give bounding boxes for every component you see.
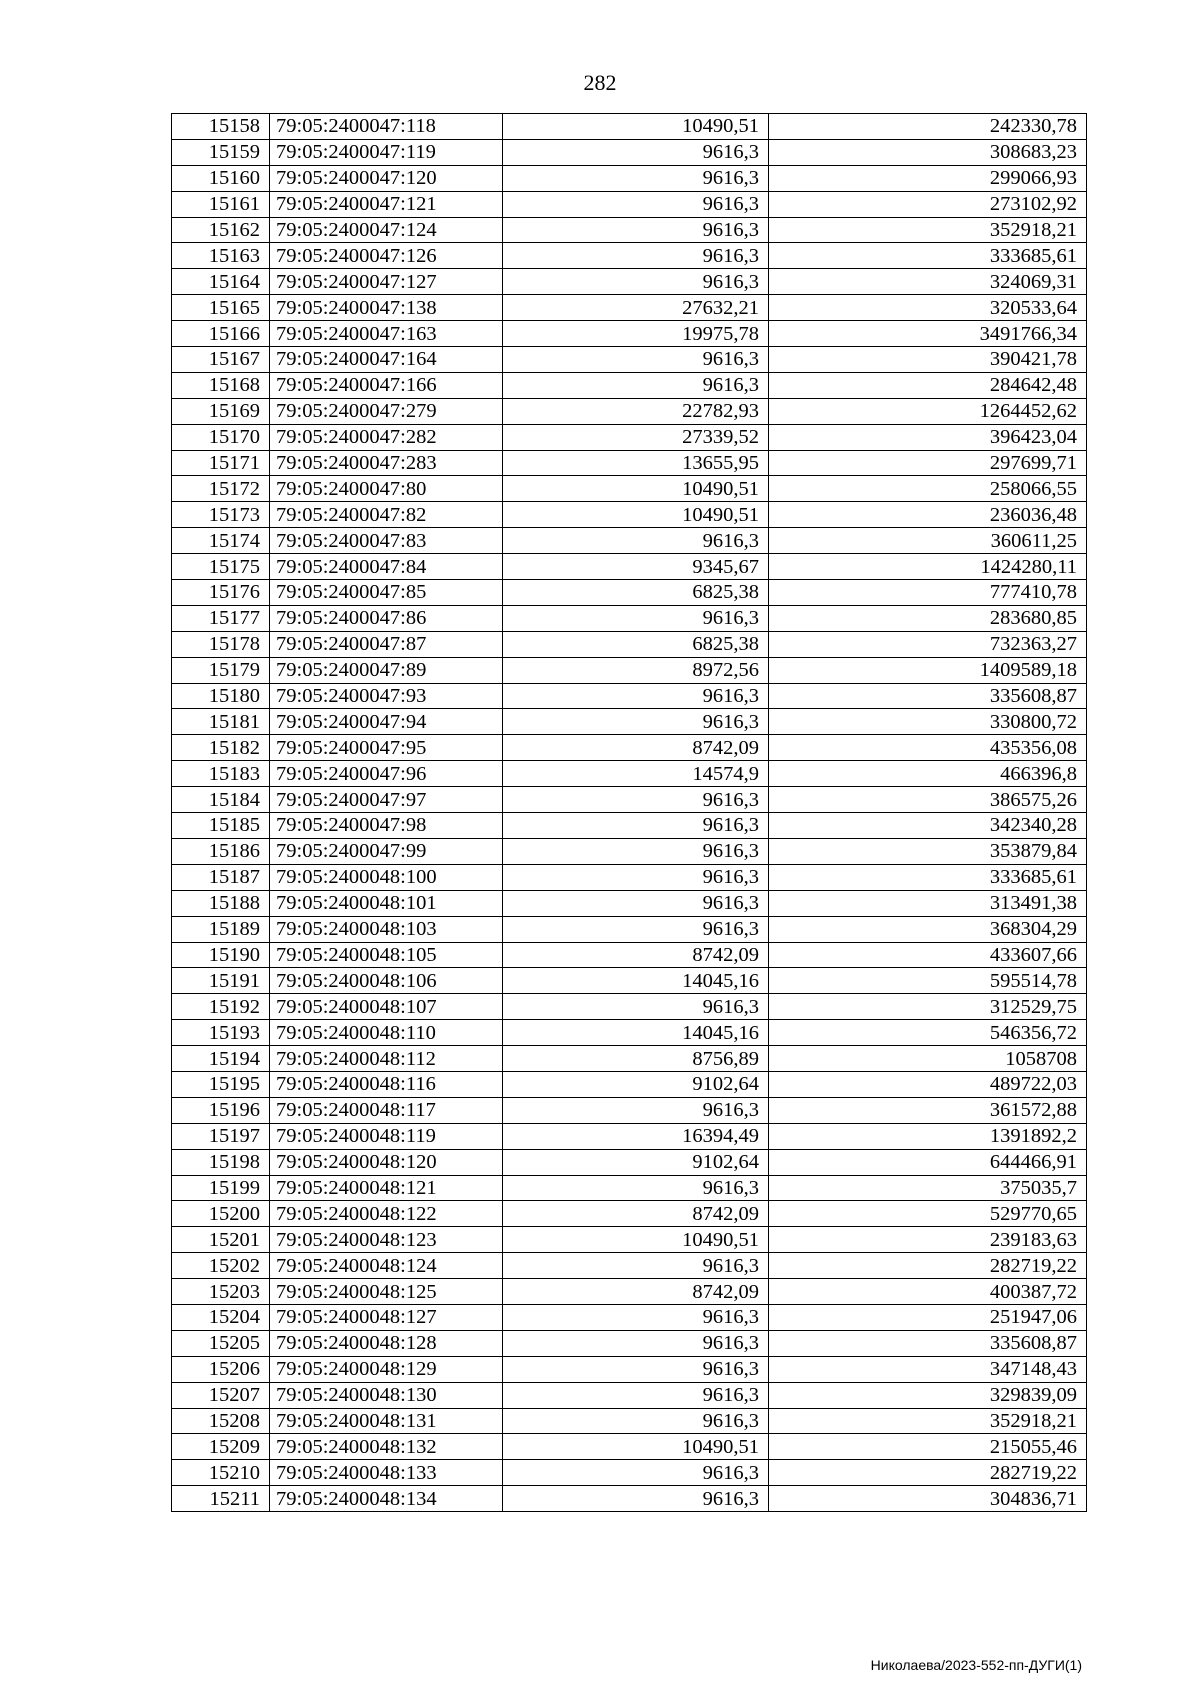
cadastral-value-cell: 1424280,11 <box>769 554 1087 580</box>
area-value-cell: 9616,3 <box>503 139 769 165</box>
cadastral-value-cell: 258066,55 <box>769 476 1087 502</box>
area-value-cell: 9616,3 <box>503 813 769 839</box>
area-value-cell: 9616,3 <box>503 1253 769 1279</box>
row-number-cell: 15161 <box>172 191 270 217</box>
area-value-cell: 9616,3 <box>503 1460 769 1486</box>
cadastral-value-cell: 732363,27 <box>769 631 1087 657</box>
row-number-cell: 15204 <box>172 1304 270 1330</box>
area-value-cell: 9102,64 <box>503 1071 769 1097</box>
table-row <box>172 683 1087 709</box>
cadastral-number-cell: 79:05:2400048:106 <box>270 968 503 994</box>
cadastral-number-cell: 79:05:2400047:95 <box>270 735 503 761</box>
cadastral-number-cell: 79:05:2400047:283 <box>270 450 503 476</box>
table-row <box>172 243 1087 269</box>
row-number-cell: 15168 <box>172 372 270 398</box>
cadastral-value-cell: 1391892,2 <box>769 1123 1087 1149</box>
cadastral-number-cell: 79:05:2400047:89 <box>270 657 503 683</box>
table-row <box>172 1175 1087 1201</box>
table-row <box>172 1460 1087 1486</box>
cadastral-number-cell: 79:05:2400047:121 <box>270 191 503 217</box>
cadastral-number-cell: 79:05:2400047:127 <box>270 269 503 295</box>
area-value-cell: 27339,52 <box>503 424 769 450</box>
table-row <box>172 787 1087 813</box>
area-value-cell: 9616,3 <box>503 787 769 813</box>
row-number-cell: 15166 <box>172 321 270 347</box>
area-value-cell: 9616,3 <box>503 1330 769 1356</box>
cadastral-number-cell: 79:05:2400047:84 <box>270 554 503 580</box>
cadastral-value-cell: 308683,23 <box>769 139 1087 165</box>
cadastral-value-cell: 312529,75 <box>769 994 1087 1020</box>
cadastral-value-cell: 546356,72 <box>769 1020 1087 1046</box>
cadastral-number-cell: 79:05:2400047:119 <box>270 139 503 165</box>
row-number-cell: 15172 <box>172 476 270 502</box>
cadastral-number-cell: 79:05:2400047:120 <box>270 165 503 191</box>
row-number-cell: 15188 <box>172 890 270 916</box>
cadastral-value-cell: 299066,93 <box>769 165 1087 191</box>
row-number-cell: 15189 <box>172 916 270 942</box>
cadastral-value-cell: 335608,87 <box>769 683 1087 709</box>
area-value-cell: 9616,3 <box>503 683 769 709</box>
row-number-cell: 15201 <box>172 1227 270 1253</box>
cadastral-number-cell: 79:05:2400047:282 <box>270 424 503 450</box>
table-row <box>172 165 1087 191</box>
table-row <box>172 813 1087 839</box>
row-number-cell: 15181 <box>172 709 270 735</box>
cadastral-number-cell: 79:05:2400047:86 <box>270 605 503 631</box>
cadastral-value-cell: 284642,48 <box>769 372 1087 398</box>
row-number-cell: 15193 <box>172 1020 270 1046</box>
area-value-cell: 9616,3 <box>503 372 769 398</box>
table-row <box>172 1071 1087 1097</box>
area-value-cell: 8742,09 <box>503 1279 769 1305</box>
cadastral-value-cell: 353879,84 <box>769 838 1087 864</box>
cadastral-number-cell: 79:05:2400048:112 <box>270 1046 503 1072</box>
cadastral-number-cell: 79:05:2400047:163 <box>270 321 503 347</box>
cadastral-number-cell: 79:05:2400048:116 <box>270 1071 503 1097</box>
cadastral-value-cell: 360611,25 <box>769 528 1087 554</box>
area-value-cell: 9616,3 <box>503 191 769 217</box>
cadastral-number-cell: 79:05:2400048:131 <box>270 1408 503 1434</box>
table-row <box>172 528 1087 554</box>
cadastral-number-cell: 79:05:2400047:85 <box>270 580 503 606</box>
cadastral-number-cell: 79:05:2400048:105 <box>270 942 503 968</box>
cadastral-value-cell: 352918,21 <box>769 217 1087 243</box>
area-value-cell: 9616,3 <box>503 1097 769 1123</box>
row-number-cell: 15196 <box>172 1097 270 1123</box>
table-row <box>172 605 1087 631</box>
cadastral-value-cell: 433607,66 <box>769 942 1087 968</box>
cadastral-value-cell: 335608,87 <box>769 1330 1087 1356</box>
cadastral-number-cell: 79:05:2400048:130 <box>270 1382 503 1408</box>
cadastral-number-cell: 79:05:2400048:120 <box>270 1149 503 1175</box>
table-row <box>172 1123 1087 1149</box>
cadastral-value-cell: 1409589,18 <box>769 657 1087 683</box>
row-number-cell: 15206 <box>172 1356 270 1382</box>
table-row <box>172 657 1087 683</box>
area-value-cell: 9616,3 <box>503 838 769 864</box>
table-row <box>172 502 1087 528</box>
row-number-cell: 15183 <box>172 761 270 787</box>
row-number-cell: 15174 <box>172 528 270 554</box>
row-number-cell: 15175 <box>172 554 270 580</box>
cadastral-value-cell: 777410,78 <box>769 580 1087 606</box>
cadastral-value-cell: 361572,88 <box>769 1097 1087 1123</box>
row-number-cell: 15176 <box>172 580 270 606</box>
row-number-cell: 15194 <box>172 1046 270 1072</box>
table-row <box>172 1330 1087 1356</box>
table-row <box>172 1201 1087 1227</box>
cadastral-number-cell: 79:05:2400048:129 <box>270 1356 503 1382</box>
row-number-cell: 15211 <box>172 1486 270 1512</box>
area-value-cell: 19975,78 <box>503 321 769 347</box>
cadastral-number-cell: 79:05:2400047:279 <box>270 398 503 424</box>
cadastral-value-cell: 333685,61 <box>769 864 1087 890</box>
row-number-cell: 15192 <box>172 994 270 1020</box>
cadastral-number-cell: 79:05:2400047:126 <box>270 243 503 269</box>
area-value-cell: 13655,95 <box>503 450 769 476</box>
cadastral-number-cell: 79:05:2400048:128 <box>270 1330 503 1356</box>
area-value-cell: 6825,38 <box>503 580 769 606</box>
row-number-cell: 15195 <box>172 1071 270 1097</box>
area-value-cell: 8756,89 <box>503 1046 769 1072</box>
table-row <box>172 838 1087 864</box>
table-row <box>172 1356 1087 1382</box>
cadastral-value-cell: 352918,21 <box>769 1408 1087 1434</box>
row-number-cell: 15210 <box>172 1460 270 1486</box>
area-value-cell: 8742,09 <box>503 942 769 968</box>
area-value-cell: 10490,51 <box>503 114 769 140</box>
table-row <box>172 1227 1087 1253</box>
table-row <box>172 269 1087 295</box>
area-value-cell: 9102,64 <box>503 1149 769 1175</box>
cadastral-value-cell: 297699,71 <box>769 450 1087 476</box>
row-number-cell: 15200 <box>172 1201 270 1227</box>
area-value-cell: 9616,3 <box>503 1382 769 1408</box>
area-value-cell: 9616,3 <box>503 605 769 631</box>
cadastral-value-cell: 329839,09 <box>769 1382 1087 1408</box>
row-number-cell: 15162 <box>172 217 270 243</box>
row-number-cell: 15164 <box>172 269 270 295</box>
area-value-cell: 9616,3 <box>503 1486 769 1512</box>
area-value-cell: 9616,3 <box>503 1304 769 1330</box>
table-row <box>172 1253 1087 1279</box>
table-row <box>172 631 1087 657</box>
area-value-cell: 10490,51 <box>503 1434 769 1460</box>
table-row <box>172 864 1087 890</box>
area-value-cell: 9616,3 <box>503 916 769 942</box>
area-value-cell: 14574,9 <box>503 761 769 787</box>
table-row <box>172 735 1087 761</box>
table-row <box>172 114 1087 140</box>
row-number-cell: 15169 <box>172 398 270 424</box>
row-number-cell: 15203 <box>172 1279 270 1305</box>
cadastral-number-cell: 79:05:2400047:124 <box>270 217 503 243</box>
table-row <box>172 968 1087 994</box>
row-number-cell: 15202 <box>172 1253 270 1279</box>
row-number-cell: 15184 <box>172 787 270 813</box>
table-row <box>172 1097 1087 1123</box>
area-value-cell: 14045,16 <box>503 968 769 994</box>
area-value-cell: 8742,09 <box>503 1201 769 1227</box>
table-row <box>172 424 1087 450</box>
area-value-cell: 22782,93 <box>503 398 769 424</box>
cadastral-value-cell: 273102,92 <box>769 191 1087 217</box>
cadastral-number-cell: 79:05:2400047:118 <box>270 114 503 140</box>
cadastral-value-cell: 1058708 <box>769 1046 1087 1072</box>
cadastral-number-cell: 79:05:2400047:80 <box>270 476 503 502</box>
table-row <box>172 398 1087 424</box>
area-value-cell: 9345,67 <box>503 554 769 580</box>
area-value-cell: 27632,21 <box>503 295 769 321</box>
area-value-cell: 8972,56 <box>503 657 769 683</box>
table-row <box>172 1046 1087 1072</box>
cadastral-number-cell: 79:05:2400048:127 <box>270 1304 503 1330</box>
cadastral-value-cell: 330800,72 <box>769 709 1087 735</box>
cadastral-number-cell: 79:05:2400048:125 <box>270 1279 503 1305</box>
row-number-cell: 15179 <box>172 657 270 683</box>
area-value-cell: 9616,3 <box>503 1408 769 1434</box>
cadastral-value-cell: 386575,26 <box>769 787 1087 813</box>
row-number-cell: 15160 <box>172 165 270 191</box>
area-value-cell: 10490,51 <box>503 502 769 528</box>
cadastral-number-cell: 79:05:2400047:164 <box>270 347 503 373</box>
cadastral-number-cell: 79:05:2400047:96 <box>270 761 503 787</box>
area-value-cell: 10490,51 <box>503 1227 769 1253</box>
row-number-cell: 15186 <box>172 838 270 864</box>
area-value-cell: 9616,3 <box>503 709 769 735</box>
table-row <box>172 1020 1087 1046</box>
area-value-cell: 9616,3 <box>503 1356 769 1382</box>
cadastral-number-cell: 79:05:2400047:94 <box>270 709 503 735</box>
cadastral-number-cell: 79:05:2400048:133 <box>270 1460 503 1486</box>
area-value-cell: 10490,51 <box>503 476 769 502</box>
cadastral-value-cell: 215055,46 <box>769 1434 1087 1460</box>
row-number-cell: 15185 <box>172 813 270 839</box>
table-row <box>172 1304 1087 1330</box>
area-value-cell: 9616,3 <box>503 528 769 554</box>
table-row <box>172 580 1087 606</box>
cadastral-number-cell: 79:05:2400048:107 <box>270 994 503 1020</box>
area-value-cell: 9616,3 <box>503 890 769 916</box>
table-row <box>172 191 1087 217</box>
cadastral-number-cell: 79:05:2400047:98 <box>270 813 503 839</box>
table-row <box>172 709 1087 735</box>
table-row <box>172 916 1087 942</box>
cadastral-number-cell: 79:05:2400047:166 <box>270 372 503 398</box>
table-row <box>172 476 1087 502</box>
cadastral-value-cell: 1264452,62 <box>769 398 1087 424</box>
row-number-cell: 15165 <box>172 295 270 321</box>
area-value-cell: 9616,3 <box>503 864 769 890</box>
cadastral-value-cell: 435356,08 <box>769 735 1087 761</box>
row-number-cell: 15167 <box>172 347 270 373</box>
cadastral-value-cell: 242330,78 <box>769 114 1087 140</box>
table-row <box>172 1486 1087 1512</box>
cadastral-number-cell: 79:05:2400048:122 <box>270 1201 503 1227</box>
row-number-cell: 15209 <box>172 1434 270 1460</box>
cadastral-number-cell: 79:05:2400048:101 <box>270 890 503 916</box>
table-row <box>172 372 1087 398</box>
row-number-cell: 15170 <box>172 424 270 450</box>
row-number-cell: 15190 <box>172 942 270 968</box>
cadastral-number-cell: 79:05:2400048:119 <box>270 1123 503 1149</box>
table-row <box>172 890 1087 916</box>
cadastral-value-cell: 236036,48 <box>769 502 1087 528</box>
row-number-cell: 15198 <box>172 1149 270 1175</box>
page-number: 282 <box>583 70 617 95</box>
cadastral-value-table <box>171 113 1087 1512</box>
cadastral-value-cell: 283680,85 <box>769 605 1087 631</box>
table-row <box>172 942 1087 968</box>
cadastral-number-cell: 79:05:2400047:83 <box>270 528 503 554</box>
cadastral-value-cell: 282719,22 <box>769 1460 1087 1486</box>
table-row <box>172 761 1087 787</box>
area-value-cell: 9616,3 <box>503 243 769 269</box>
table-row <box>172 1434 1087 1460</box>
cadastral-number-cell: 79:05:2400048:124 <box>270 1253 503 1279</box>
row-number-cell: 15177 <box>172 605 270 631</box>
cadastral-value-cell: 320533,64 <box>769 295 1087 321</box>
row-number-cell: 15173 <box>172 502 270 528</box>
cadastral-value-cell: 368304,29 <box>769 916 1087 942</box>
table-body <box>172 114 1087 1512</box>
area-value-cell: 6825,38 <box>503 631 769 657</box>
row-number-cell: 15191 <box>172 968 270 994</box>
table-row <box>172 1382 1087 1408</box>
area-value-cell: 8742,09 <box>503 735 769 761</box>
row-number-cell: 15163 <box>172 243 270 269</box>
table-row <box>172 1149 1087 1175</box>
row-number-cell: 15171 <box>172 450 270 476</box>
table-row <box>172 321 1087 347</box>
cadastral-number-cell: 79:05:2400048:134 <box>270 1486 503 1512</box>
cadastral-value-cell: 324069,31 <box>769 269 1087 295</box>
cadastral-value-cell: 342340,28 <box>769 813 1087 839</box>
cadastral-number-cell: 79:05:2400047:97 <box>270 787 503 813</box>
row-number-cell: 15208 <box>172 1408 270 1434</box>
row-number-cell: 15197 <box>172 1123 270 1149</box>
row-number-cell: 15199 <box>172 1175 270 1201</box>
cadastral-value-cell: 595514,78 <box>769 968 1087 994</box>
row-number-cell: 15158 <box>172 114 270 140</box>
cadastral-number-cell: 79:05:2400047:93 <box>270 683 503 709</box>
cadastral-number-cell: 79:05:2400047:87 <box>270 631 503 657</box>
area-value-cell: 14045,16 <box>503 1020 769 1046</box>
cadastral-number-cell: 79:05:2400047:138 <box>270 295 503 321</box>
document-footer-reference: Николаева/2023-552-пп-ДУГИ(1) <box>870 1657 1082 1673</box>
area-value-cell: 16394,49 <box>503 1123 769 1149</box>
cadastral-value-cell: 239183,63 <box>769 1227 1087 1253</box>
cadastral-value-cell: 466396,8 <box>769 761 1087 787</box>
cadastral-value-cell: 251947,06 <box>769 1304 1087 1330</box>
row-number-cell: 15205 <box>172 1330 270 1356</box>
area-value-cell: 9616,3 <box>503 269 769 295</box>
cadastral-value-cell: 313491,38 <box>769 890 1087 916</box>
cadastral-value-cell: 347148,43 <box>769 1356 1087 1382</box>
table-row <box>172 1279 1087 1305</box>
table-row <box>172 295 1087 321</box>
area-value-cell: 9616,3 <box>503 165 769 191</box>
area-value-cell: 9616,3 <box>503 994 769 1020</box>
area-value-cell: 9616,3 <box>503 217 769 243</box>
cadastral-value-cell: 304836,71 <box>769 1486 1087 1512</box>
cadastral-value-cell: 396423,04 <box>769 424 1087 450</box>
cadastral-value-cell: 400387,72 <box>769 1279 1087 1305</box>
cadastral-value-cell: 333685,61 <box>769 243 1087 269</box>
table-row <box>172 450 1087 476</box>
cadastral-value-cell: 529770,65 <box>769 1201 1087 1227</box>
row-number-cell: 15207 <box>172 1382 270 1408</box>
cadastral-number-cell: 79:05:2400048:123 <box>270 1227 503 1253</box>
area-value-cell: 9616,3 <box>503 1175 769 1201</box>
cadastral-number-cell: 79:05:2400047:99 <box>270 838 503 864</box>
row-number-cell: 15180 <box>172 683 270 709</box>
cadastral-number-cell: 79:05:2400048:121 <box>270 1175 503 1201</box>
cadastral-number-cell: 79:05:2400048:100 <box>270 864 503 890</box>
cadastral-value-cell: 375035,7 <box>769 1175 1087 1201</box>
row-number-cell: 15178 <box>172 631 270 657</box>
cadastral-value-cell: 644466,91 <box>769 1149 1087 1175</box>
cadastral-number-cell: 79:05:2400048:132 <box>270 1434 503 1460</box>
cadastral-number-cell: 79:05:2400047:82 <box>270 502 503 528</box>
cadastral-value-cell: 282719,22 <box>769 1253 1087 1279</box>
row-number-cell: 15159 <box>172 139 270 165</box>
cadastral-value-cell: 390421,78 <box>769 347 1087 373</box>
table-row <box>172 554 1087 580</box>
table-row <box>172 347 1087 373</box>
cadastral-number-cell: 79:05:2400048:110 <box>270 1020 503 1046</box>
row-number-cell: 15187 <box>172 864 270 890</box>
table-row <box>172 139 1087 165</box>
cadastral-number-cell: 79:05:2400048:103 <box>270 916 503 942</box>
table-row <box>172 217 1087 243</box>
table-row <box>172 994 1087 1020</box>
table-row <box>172 1408 1087 1434</box>
cadastral-value-cell: 489722,03 <box>769 1071 1087 1097</box>
area-value-cell: 9616,3 <box>503 347 769 373</box>
cadastral-number-cell: 79:05:2400048:117 <box>270 1097 503 1123</box>
cadastral-value-cell: 3491766,34 <box>769 321 1087 347</box>
row-number-cell: 15182 <box>172 735 270 761</box>
